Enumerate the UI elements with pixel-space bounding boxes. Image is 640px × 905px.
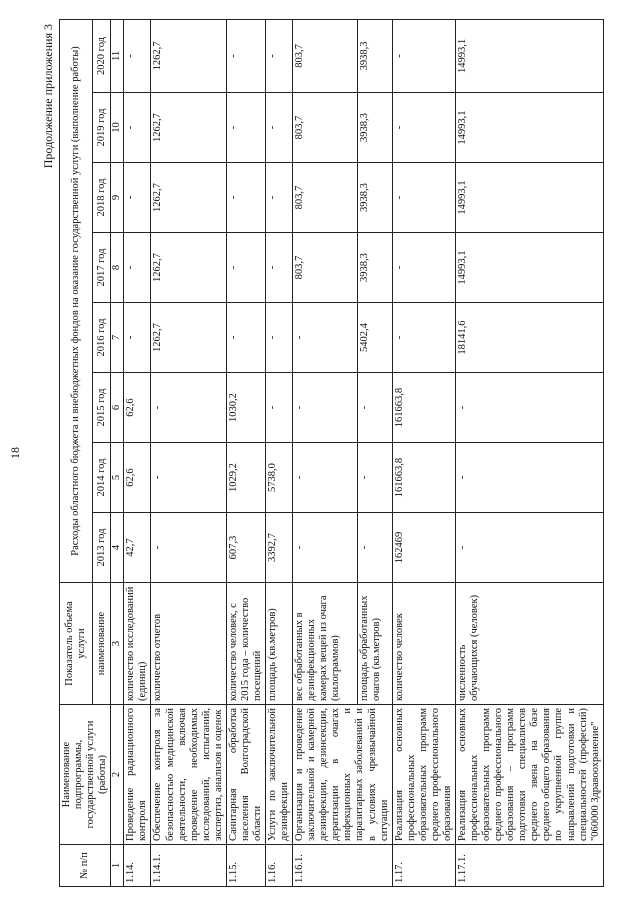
row-no: 1.14.1.	[151, 845, 226, 887]
value-cell: 42,7	[124, 513, 151, 583]
row-indicator: численность обучающихся (человек)	[455, 583, 603, 705]
value-cell: -	[392, 233, 455, 303]
header-year: 2016 год	[92, 303, 110, 373]
index-cell: 4	[111, 513, 124, 583]
value-cell: 803,7	[293, 163, 358, 233]
value-cell: 1262,7	[151, 303, 226, 373]
value-cell: 161663,8	[392, 373, 455, 443]
row-no: 1.15.	[226, 845, 265, 887]
page-number: 18	[8, 447, 22, 459]
value-cell: -	[455, 513, 603, 583]
value-cell: 14993,1	[455, 233, 603, 303]
row-name: Проведение радиационного контроля	[124, 705, 151, 845]
value-cell: -	[151, 373, 226, 443]
value-cell: -	[293, 513, 358, 583]
value-cell: -	[226, 303, 265, 373]
index-cell: 5	[111, 443, 124, 513]
value-cell: -	[226, 19, 265, 92]
table-row	[392, 19, 455, 886]
index-cell: 9	[111, 163, 124, 233]
value-cell: 5738,0	[266, 443, 293, 513]
value-cell: 14993,1	[455, 19, 603, 92]
value-cell: 14993,1	[455, 93, 603, 163]
index-cell: 11	[111, 19, 124, 92]
value-cell: -	[392, 303, 455, 373]
expense-table	[59, 19, 604, 887]
value-cell: 1262,7	[151, 19, 226, 92]
value-cell: -	[151, 513, 226, 583]
row-name: Реализация основных профессиональных образовательных программ среднего профессионального образования – программ подготовки специалистов среднего звена на базе среднего общего образования по укрупненной группе направлений подготовки и специальностей (профессий) "060000 Здравоохранение"	[455, 705, 603, 845]
value-cell: 1262,7	[151, 93, 226, 163]
header-year: 2014 год	[92, 443, 110, 513]
value-cell: -	[266, 163, 293, 233]
value-cell: -	[392, 19, 455, 92]
value-cell: 14993,1	[455, 163, 603, 233]
value-cell: 803,7	[293, 93, 358, 163]
value-cell: -	[392, 163, 455, 233]
row-no: 1.17.1.	[455, 845, 603, 887]
value-cell: 3938,3	[358, 233, 392, 303]
value-cell: 803,7	[293, 233, 358, 303]
value-cell: -	[358, 373, 392, 443]
row-name: Обеспечение контроля за безопасностью медицинской деятельности, включая проведение необходимых исследований, испытаний, экспертиз, анализов и оценок	[151, 705, 226, 845]
header-no: № п/п	[60, 845, 111, 887]
table-row	[124, 19, 151, 886]
table-row	[151, 19, 226, 886]
row-no: 1.16.	[266, 845, 293, 887]
value-cell: 18141,6	[455, 303, 603, 373]
value-cell: -	[124, 303, 151, 373]
value-cell: 161663,8	[392, 443, 455, 513]
value-cell: -	[266, 233, 293, 303]
row-no: 1.17.	[392, 845, 455, 887]
table-row	[266, 19, 293, 886]
row-indicator: количество отчетов	[151, 583, 226, 705]
value-cell: -	[455, 373, 603, 443]
value-cell: -	[226, 93, 265, 163]
header-year: 2013 год	[92, 513, 110, 583]
row-indicator: площадь обработанных очагов (кв.метров)	[358, 583, 392, 705]
value-cell: 5402,4	[358, 303, 392, 373]
value-cell: 3392,7	[266, 513, 293, 583]
value-cell: -	[358, 443, 392, 513]
value-cell: 1262,7	[151, 163, 226, 233]
row-name: Санитарная обработка населения Волгоградской области	[226, 705, 265, 845]
value-cell: 3938,3	[358, 19, 392, 92]
value-cell: 3938,3	[358, 163, 392, 233]
continuation-note: Продолжение приложения 3	[41, 24, 55, 169]
value-cell: -	[124, 163, 151, 233]
row-indicator: площадь (кв.метров)	[266, 583, 293, 705]
index-cell: 8	[111, 233, 124, 303]
value-cell: 1030,2	[226, 373, 265, 443]
index-cell: 6	[111, 373, 124, 443]
value-cell: 607,3	[226, 513, 265, 583]
row-indicator: вес обработанных в дезинфекционных камерах вещей из очага (килограммов)	[293, 583, 358, 705]
row-name: Организация и проведение заключительной и камерной дезинфекции, дезинсекции, дератизации в очагах инфекционных и паразитарных заболеваний и в условиях чрезвычайной ситуации	[293, 705, 393, 845]
value-cell: -	[266, 303, 293, 373]
header-year: 2015 год	[92, 373, 110, 443]
table-row	[455, 19, 603, 886]
index-row	[111, 19, 124, 886]
value-cell: -	[455, 443, 603, 513]
header-year: 2018 год	[92, 163, 110, 233]
index-cell: 1	[111, 845, 124, 887]
header-year: 2019 год	[92, 93, 110, 163]
row-name: Услуги по заключительной дезинфекции	[266, 705, 293, 845]
value-cell: -	[226, 163, 265, 233]
value-cell: -	[266, 93, 293, 163]
value-cell: 62,6	[124, 373, 151, 443]
index-cell: 7	[111, 303, 124, 373]
value-cell: -	[124, 233, 151, 303]
value-cell: 1029,2	[226, 443, 265, 513]
value-cell: -	[266, 19, 293, 92]
row-no: 1.14.	[124, 845, 151, 887]
value-cell: -	[293, 303, 358, 373]
table-row	[226, 19, 265, 886]
row-no: 1.16.1.	[293, 845, 393, 887]
row-name: Реализация основных профессиональных образовательных программ среднего профессионального образования	[392, 705, 455, 845]
index-cell: 3	[111, 583, 124, 705]
value-cell: -	[293, 373, 358, 443]
value-cell: -	[358, 513, 392, 583]
value-cell: -	[293, 443, 358, 513]
value-cell: -	[392, 93, 455, 163]
table-row	[293, 19, 358, 886]
header-budget: Расходы областного бюджета и внебюджетных фондов на оказание государственной услуги (выполнение работы)	[60, 19, 93, 582]
value-cell: -	[266, 373, 293, 443]
row-indicator: количество человек	[392, 583, 455, 705]
value-cell: 62,6	[124, 443, 151, 513]
header-indicator-group: Показатель объема услуги	[60, 583, 93, 705]
header-year: 2020 год	[92, 19, 110, 92]
value-cell: 1262,7	[151, 233, 226, 303]
header-indicator: наименование	[92, 583, 110, 705]
value-cell: 162469	[392, 513, 455, 583]
row-indicator: количество исследований (единиц)	[124, 583, 151, 705]
row-indicator: количество человек, с 2015 года – количество посещений	[226, 583, 265, 705]
value-cell: -	[124, 93, 151, 163]
header-year: 2017 год	[92, 233, 110, 303]
index-cell: 10	[111, 93, 124, 163]
value-cell: 3938,3	[358, 93, 392, 163]
value-cell: 803,7	[293, 19, 358, 92]
index-cell: 2	[111, 705, 124, 845]
header-name: Наименование подпрограммы, государственной услуги (работы)	[60, 705, 111, 845]
value-cell: -	[226, 233, 265, 303]
value-cell: -	[151, 443, 226, 513]
value-cell: -	[124, 19, 151, 92]
